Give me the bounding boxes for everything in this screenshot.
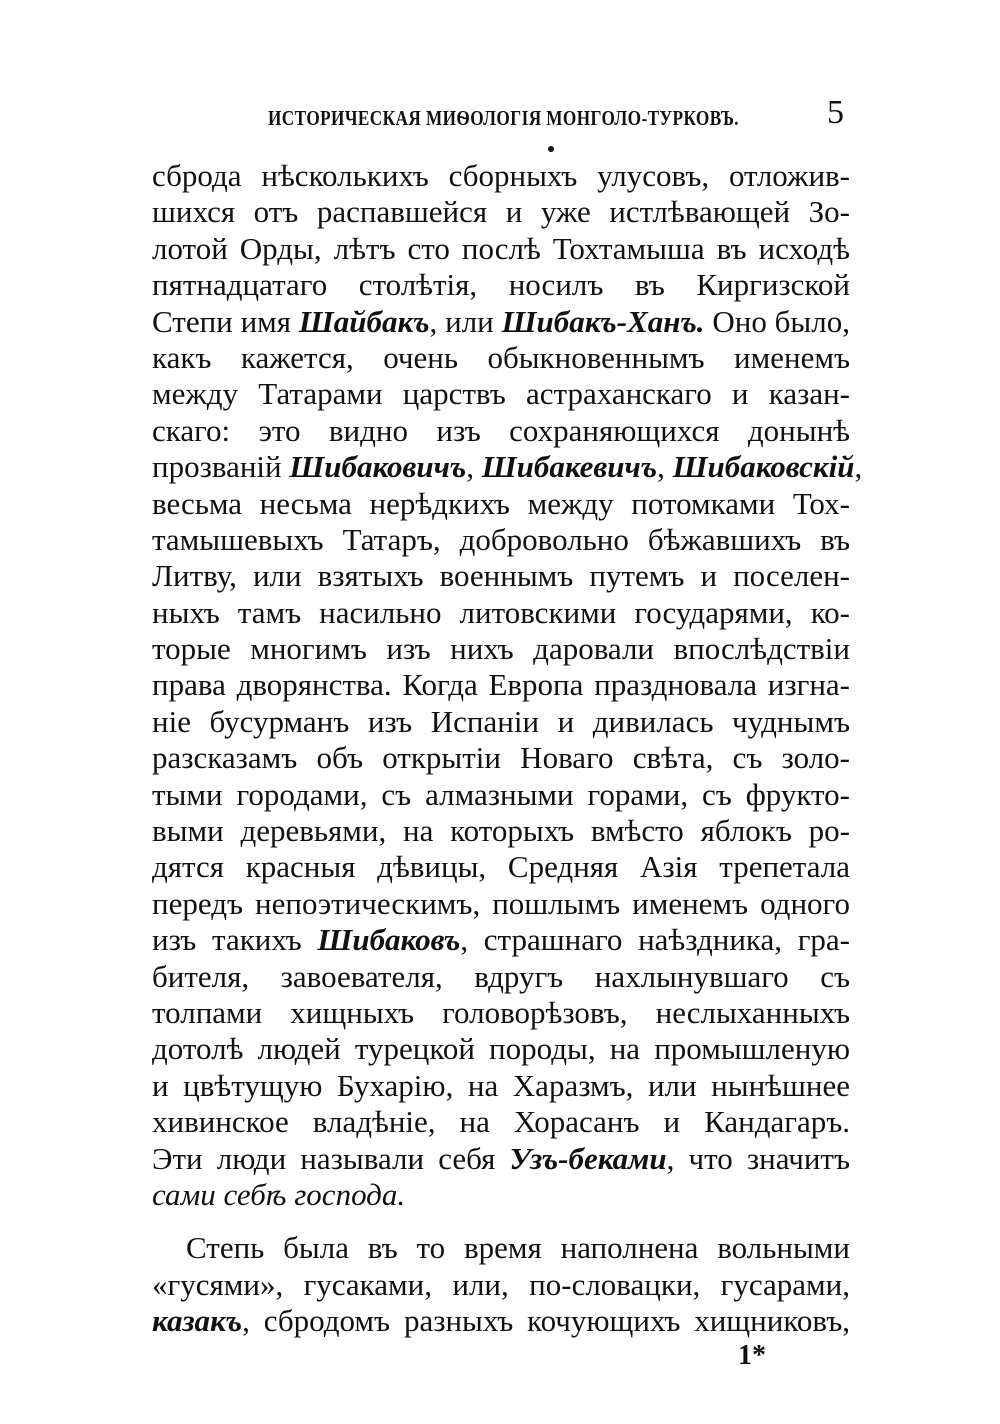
text-run: права дворянства. Когда Европа праздновала изгна- bbox=[152, 667, 850, 703]
text-line bbox=[152, 849, 850, 885]
text-run: между Татарами царствъ астраханскаго и казан- bbox=[152, 376, 850, 412]
text-line bbox=[152, 1031, 850, 1067]
text-run: тыми городами, съ алмазными горами, съ фрукто- bbox=[152, 776, 850, 812]
text-line bbox=[152, 1104, 850, 1140]
text-run: , сбродомъ разныхъ кочующихъ хищниковъ, bbox=[242, 1303, 850, 1339]
paragraph-gap bbox=[152, 1213, 850, 1230]
body-text bbox=[152, 158, 863, 1340]
text-run: Оно было, bbox=[704, 303, 850, 339]
text-run: бителя, завоевателя, вдругъ нахлынувшаго съ bbox=[152, 958, 850, 994]
text-line bbox=[152, 267, 850, 303]
signature-mark: 1* bbox=[738, 1340, 766, 1371]
text-run: ніе бусурманъ изъ Испаніи и дивилась чуднымъ bbox=[152, 703, 850, 739]
text-run: дятся красныя дѣвицы, Средняя Азія трепетала bbox=[152, 849, 850, 885]
text-line bbox=[152, 231, 850, 267]
text-line bbox=[152, 813, 850, 849]
text-run: , или bbox=[429, 303, 502, 339]
text-run: разсказамъ объ открытіи Новаго свѣта, съ золо- bbox=[152, 740, 850, 776]
text-line bbox=[152, 740, 850, 776]
text-run: прозваній bbox=[152, 449, 290, 485]
text-line bbox=[152, 158, 850, 194]
paragraph bbox=[152, 1230, 850, 1339]
text-run: тамышевыхъ Татаръ, добровольно бѣжавшихъ въ bbox=[152, 521, 850, 557]
ink-dot bbox=[548, 146, 554, 152]
text-line bbox=[152, 777, 850, 813]
text-line bbox=[152, 304, 850, 340]
emphasis-text: Шибаковичъ bbox=[289, 449, 467, 485]
running-title: ИСТОРИЧЕСКАЯ МИѲОЛОГІЯ МОНГОЛО-ТУРКОВЪ. bbox=[268, 106, 740, 130]
paragraph bbox=[152, 158, 863, 1213]
text-line bbox=[152, 959, 850, 995]
text-line bbox=[152, 1177, 850, 1213]
text-run: и цвѣтущую Бухарію, на Харазмъ, или нынѣшнее bbox=[152, 1067, 850, 1103]
text-run: шихся отъ распавшейся и уже истлѣвающей Зо- bbox=[152, 194, 850, 230]
text-line bbox=[152, 704, 850, 740]
text-line bbox=[152, 1230, 850, 1266]
text-run: Эти люди называли себя bbox=[152, 1140, 510, 1176]
text-run: , bbox=[854, 449, 863, 485]
text-run: , что значитъ bbox=[666, 1140, 851, 1176]
text-line bbox=[152, 667, 850, 703]
text-run: какъ кажется, очень обыкновеннымъ именемъ bbox=[152, 339, 850, 375]
text-line bbox=[152, 376, 850, 412]
text-line bbox=[152, 886, 850, 922]
text-line bbox=[152, 522, 850, 558]
text-run: торые многимъ изъ нихъ даровали впослѣдствіи bbox=[152, 631, 850, 667]
text-run: сброда нѣсколькихъ сборныхъ улусовъ, отложив- bbox=[152, 158, 850, 193]
text-run: изъ такихъ bbox=[152, 922, 318, 958]
emphasis-text: сами себѣ господа. bbox=[152, 1176, 406, 1212]
emphasis-text: Шибаковскій bbox=[672, 449, 855, 485]
text-run: скаго: это видно изъ сохраняющихся донынѣ bbox=[152, 412, 850, 448]
text-run: Степь была въ то время наполнена вольными bbox=[186, 1230, 850, 1266]
text-line bbox=[152, 1141, 850, 1177]
text-run: , bbox=[657, 449, 673, 485]
text-line bbox=[152, 413, 850, 449]
text-run: весьма несьма нерѣдкихъ между потомками Тох- bbox=[152, 485, 850, 521]
text-run: Литву, или взятыхъ военнымъ путемъ и поселен- bbox=[152, 558, 850, 594]
text-run: толпами хищныхъ головорѣзовъ, неслыханныхъ bbox=[152, 994, 850, 1030]
emphasis-text: казакъ bbox=[152, 1303, 243, 1339]
text-run: лотой Орды, лѣтъ сто послѣ Тохтамыша въ исходѣ bbox=[152, 230, 850, 266]
text-line bbox=[152, 486, 850, 522]
emphasis-text: Шибакъ-Ханъ. bbox=[501, 303, 705, 339]
text-run: , страшнаго наѣздника, гра- bbox=[460, 922, 850, 958]
text-run: «гусями», гусаками, или, по-словацки, гусарами, bbox=[152, 1266, 850, 1302]
text-run: , bbox=[466, 449, 482, 485]
text-run: пятнадцатаго столѣтія, носилъ въ Киргизской bbox=[152, 267, 850, 303]
text-line bbox=[152, 194, 850, 230]
text-line bbox=[152, 995, 850, 1031]
emphasis-text: Шибаковъ bbox=[317, 922, 461, 958]
text-line bbox=[152, 631, 850, 667]
text-line bbox=[152, 1267, 850, 1303]
page-number: 5 bbox=[827, 94, 844, 131]
text-run: дотолѣ людей турецкой породы, на промышленую bbox=[152, 1031, 850, 1067]
text-run: ныхъ тамъ насильно литовскими государями, ко- bbox=[152, 594, 850, 630]
text-run: хивинское владѣніе, на Хорасанъ и Кандагаръ. bbox=[152, 1104, 850, 1140]
text-line bbox=[152, 1068, 850, 1104]
emphasis-text: Узъ-беками bbox=[509, 1140, 667, 1176]
text-line bbox=[152, 449, 863, 485]
text-line bbox=[152, 595, 850, 631]
emphasis-text: Шибакевичъ bbox=[481, 449, 658, 485]
text-line bbox=[152, 922, 850, 958]
text-run: Степи имя bbox=[152, 303, 299, 339]
text-run: передъ непоэтическимъ, пошлымъ именемъ одного bbox=[152, 885, 850, 921]
emphasis-text: Шайбакъ bbox=[298, 303, 430, 339]
text-line bbox=[152, 340, 850, 376]
running-head bbox=[150, 94, 850, 136]
text-line bbox=[152, 558, 850, 594]
text-line bbox=[152, 1303, 850, 1339]
text-run: выми деревьями, на которыхъ вмѣсто яблокъ ро- bbox=[152, 813, 850, 849]
